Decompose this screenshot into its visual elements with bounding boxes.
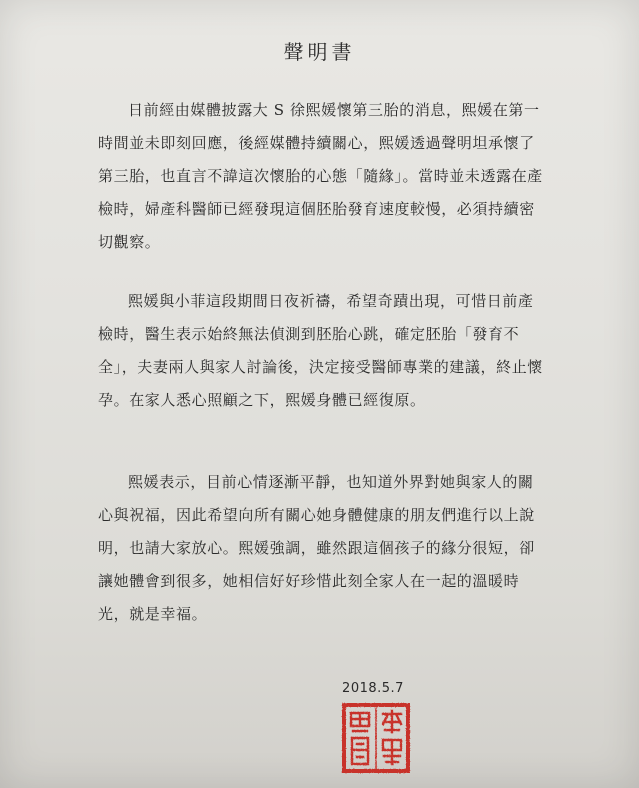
paragraph-3: 熙媛表示，目前心情逐漸平靜，也知道外界對她與家人的關心與祝福，因此希望向所有關心她身體健康的朋友們進行以上說明，也請大家放心。熙媛強調，雖然跟這個孩子的緣分很短，卻讓她體會到很多，她相信好好珍惜此刻全家人在一起的溫暖時光，就是幸福。 <box>98 473 535 623</box>
paragraph-1: 日前經由媒體披露大 S 徐熙媛懷第三胎的消息，熙媛在第一時間並未即刻回應，後經媒體持續關心，熙媛透過聲明坦承懷了第三胎，也直言不諱這次懷胎的心態「隨緣」。當時並未透露在產檢時，婦產科醫師已經發現這個胚胎發育速度較慢，必須持續密切觀察。 <box>98 101 543 251</box>
document-date: 2018.5.7 <box>342 681 404 696</box>
watermark <box>613 772 617 786</box>
paragraph-2: 熙媛與小菲這段期間日夜祈禱，希望奇蹟出現，可惜日前產檢時，醫生表示始終無法偵測到胚胎心跳，確定胚胎「發育不全」，夫妻兩人與家人討論後，決定接受醫師專業的建議，終止懷孕。在家人悉心照顧之下，熙媛身體已經復原。 <box>98 292 543 409</box>
document-title: 聲明書 <box>283 40 356 64</box>
red-seal-stamp <box>341 702 411 774</box>
